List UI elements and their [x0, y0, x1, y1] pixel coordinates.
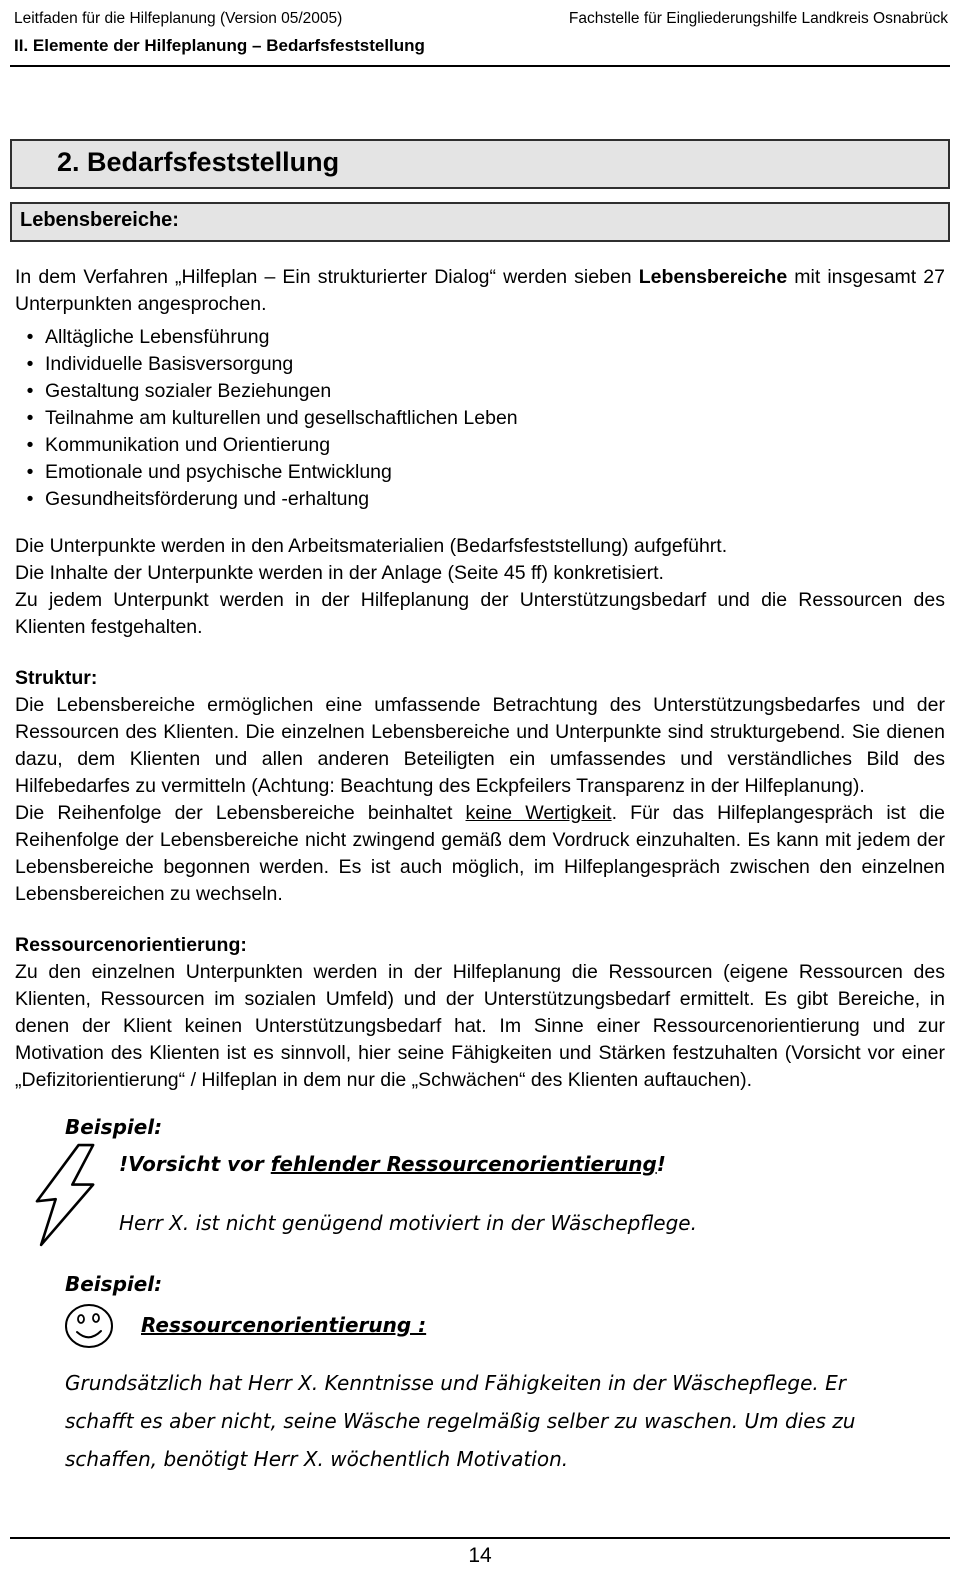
struktur-p2-text-1: Die Reihenfolge der Lebensbereiche beinhaltet [15, 802, 466, 824]
life-area-item [15, 324, 945, 351]
header-rule [10, 65, 950, 67]
life-area-label: • Individuelle Basisversorgung [45, 353, 294, 375]
beispiel-1-warning [119, 1151, 697, 1178]
beispiel-2-text: Grundsätzlich hat Herr X. Kenntnisse und Fähigkeiten in der Wäschepflege. Er schafft es aber nicht, seine Wäsche regelmäßig selber zu waschen. Um dies zu schaffen, benötigt Herr X. wöchentlich Motivation. [65, 1371, 856, 1471]
life-area-label: • Teilnahme am kulturellen und gesellschaftlichen Leben [45, 407, 518, 429]
ressourcen-section [15, 932, 945, 1094]
life-areas-list [15, 324, 945, 513]
life-area-item [15, 459, 945, 486]
beispiel-1-section [15, 1114, 945, 1247]
lightning-icon [15, 1143, 119, 1247]
life-area-item [15, 432, 945, 459]
footer-rule [10, 1537, 950, 1539]
life-area-label: • Kommunikation und Orientierung [45, 434, 331, 456]
materials-paragraph [15, 533, 945, 641]
lebensbereiche-box [10, 202, 950, 242]
lebensbereiche-label: Lebensbereiche: [20, 209, 179, 231]
ressourcen-heading: Ressourcenorientierung: [15, 934, 247, 956]
smiley-icon [63, 1302, 115, 1350]
beispiel-1-content [119, 1143, 697, 1237]
warning-text-2: ! [656, 1152, 666, 1176]
life-area-item [15, 486, 945, 513]
intro-text-1: In dem Verfahren „Hilfeplan – Ein strukturierter Dialog“ werden sieben [15, 266, 639, 288]
intro-bold-term: Lebensbereiche [638, 266, 788, 288]
life-area-label: • Gesundheitsförderung und -erhaltung [45, 488, 370, 510]
warning-text-1: !Vorsicht vor [119, 1152, 271, 1176]
intro-paragraph [15, 264, 945, 318]
struktur-section [15, 665, 945, 908]
materials-line-3: Zu jedem Unterpunkt werden in der Hilfeplanung der Unterstützungsbedarf und die Ressourcen des Klienten festgehalten. [15, 589, 945, 638]
struktur-p2-text-2: . Für das Hilfeplangespräch ist die Reihenfolge der Lebensbereiche nicht zwingend gemäß dem Vordruck einzuhalten. Es kann mit jedem der Lebensbereiche begonnen werden. Es ist auch möglich, im Hilfeplangespräch zwischen den einzelnen Lebensbereichen zu wechseln. [15, 802, 945, 905]
beispiel-1-label: Beispiel: [65, 1115, 163, 1139]
header-organization: Fachstelle für Eingliederungshilfe Landkreis Osnabrück [568, 10, 948, 27]
life-area-item [15, 378, 945, 405]
main-content [10, 264, 950, 1478]
warning-underlined: fehlender Ressourcenorientierung [270, 1152, 657, 1176]
chapter-title-box [10, 139, 950, 189]
life-area-item [15, 351, 945, 378]
beispiel-2-label: Beispiel: [65, 1272, 163, 1296]
struktur-heading: Struktur: [15, 667, 98, 689]
beispiel-2-section [15, 1271, 945, 1478]
ressourcen-paragraph: Zu den einzelnen Unterpunkten werden in der Hilfeplanung die Ressourcen (eigene Ressourcen des Klienten, Ressourcen im sozialen Umfeld) und der Unterstützungsbedarf ermittelt. Es gibt Bereiche, in denen der Klient keinen Unterstützungsbedarf hat. Im Sinne einer Ressourcenorientierung und zur Motivation des Klienten ist es sinnvoll, hier seine Fähigkeiten und Stärken festzuhalten (Vorsicht vor einer „Defizitorientierung“ / Hilfeplan in dem nur die „Schwächen“ des Klienten auftauchen). [15, 961, 945, 1091]
life-area-item [15, 405, 945, 432]
materials-line-1: Die Unterpunkte werden in den Arbeitsmaterialien (Bedarfsfeststellung) aufgeführt. [15, 535, 728, 557]
life-area-label: • Emotionale und psychische Entwicklung [45, 461, 392, 483]
struktur-paragraph-1: Die Lebensbereiche ermöglichen eine umfassende Betrachtung des Unterstützungsbedarfes und der Ressourcen des Klienten. Die einzelnen Lebensbereiche und Unterpunkte sind strukturgebend. Sie dienen dazu, dem Klienten und allen anderen Beteiligten ein umfassendes und verständliches Bild des Hilfebedarfes zu vermitteln (Achtung: Beachtung des Eckpfeilers Transparenz in der Hilfeplanung). [15, 694, 945, 797]
beispiel-1-row [15, 1143, 945, 1247]
chapter-title: 2. Bedarfsfeststellung [57, 147, 340, 177]
beispiel-2-row [15, 1302, 945, 1350]
struktur-p2-underlined: keine Wertigkeit [465, 802, 612, 824]
header-doc-title: Leitfaden für die Hilfeplanung (Version 05/2005) [14, 10, 343, 27]
intro-text-2: mit insgesamt 27 Unterpunkten angesprochen. [15, 266, 945, 315]
life-area-label: • Gestaltung sozialer Beziehungen [45, 380, 332, 402]
beispiel-2-heading: Ressourcenorientierung : [141, 1313, 427, 1337]
header-chapter: II. Elemente der Hilfeplanung – Bedarfsfeststellung [14, 36, 425, 55]
page-number: 14 [468, 1544, 492, 1567]
page-header [10, 8, 950, 67]
header-row [10, 8, 950, 28]
struktur-paragraph-2 [15, 800, 945, 908]
page-footer [10, 1537, 950, 1568]
materials-line-2: Die Inhalte der Unterpunkte werden in der Anlage (Seite 45 ff) konkretisiert. [15, 562, 664, 584]
beispiel-1-text: Herr X. ist nicht genügend motiviert in der Wäschepflege. [119, 1211, 697, 1235]
life-area-label: • Alltägliche Lebensführung [45, 326, 270, 348]
